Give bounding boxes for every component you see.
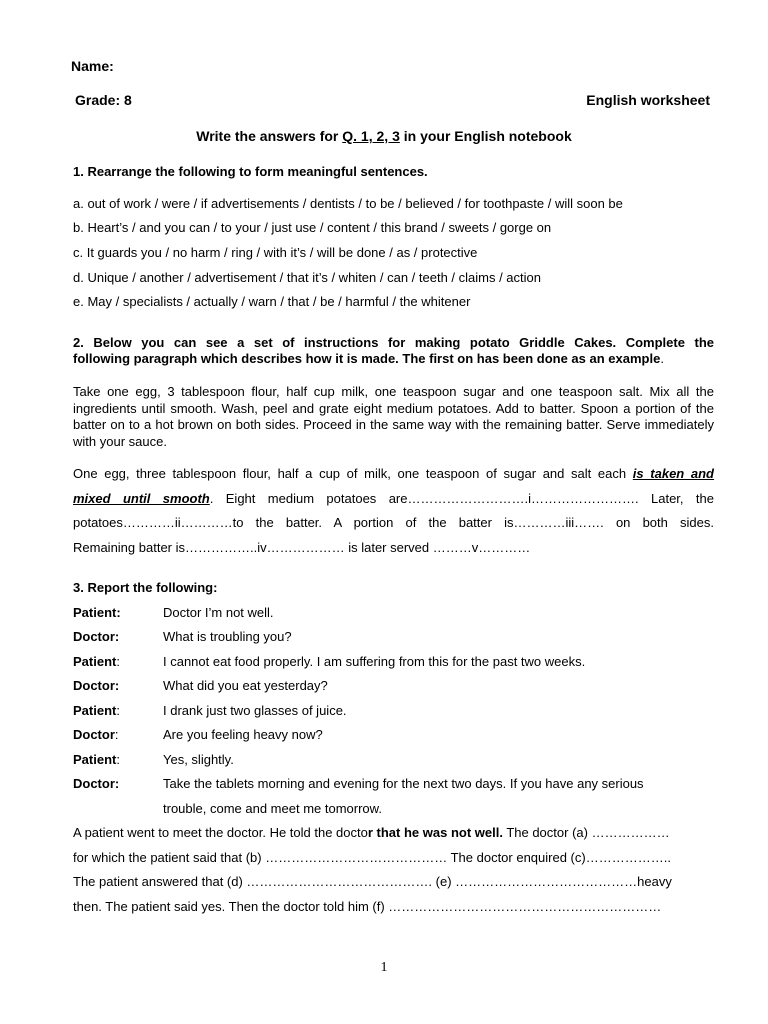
speaker-label: Patient: <box>73 703 120 718</box>
q2-line1-text: One egg, three tablespoon flour, half a cup of milk, one teaspoon of sugar and salt each <box>73 466 633 481</box>
instruction-prefix: Write the answers for <box>196 128 343 144</box>
q2-line1 <box>73 466 714 481</box>
q1-item-a: a. out of work / were / if advertisements / dentists / to be / believed / for toothpaste / will soon be <box>73 196 623 211</box>
dialogue-row <box>73 678 328 693</box>
report-line1-a: A patient went to meet the doctor. He told the docto <box>73 825 368 840</box>
q1-item-e: e. May / specialists / actually / warn / that / be / harmful / the whitener <box>73 294 471 309</box>
instruction-questions: Q. 1, 2, 3 <box>342 128 400 144</box>
q1-heading: 1. Rearrange the following to form meaningful sentences. <box>73 164 428 179</box>
speaker-label: Patient: <box>73 605 121 620</box>
dialogue-text: Take the tablets morning and evening for the next two days. If you have any serious <box>163 776 644 791</box>
q2-line3: potatoes…………ii…………to the batter. A portion of the batter is…………iii……. on both sides. <box>73 515 714 530</box>
speaker-label: Doctor: <box>73 678 120 693</box>
speaker-label: Doctor: <box>73 727 119 742</box>
speaker-label: Doctor: <box>73 629 120 644</box>
q2-heading-end: . <box>660 351 664 366</box>
dialogue-text: Doctor I’m not well. <box>163 605 274 620</box>
q1-item-b: b. Heart’s / and you can / to your / just use / content / this brand / sweets / gorge on <box>73 220 552 235</box>
q2-line2-example: mixed until smooth <box>73 491 210 506</box>
instruction-suffix: in your English notebook <box>399 128 572 144</box>
q2-line2 <box>73 491 714 506</box>
speaker-label: Doctor: <box>73 776 120 791</box>
dialogue-text: What did you eat yesterday? <box>163 678 328 693</box>
dialogue-text: Yes, slightly. <box>163 752 234 767</box>
name-label: Name: <box>71 58 114 74</box>
dialogue-text: trouble, come and meet me tomorrow. <box>163 801 382 816</box>
grade-label: Grade: 8 <box>75 92 132 108</box>
report-line-3: The patient answered that (d) ……………………………………. (e) ……………………………………heavy <box>73 874 672 889</box>
report-line-1 <box>73 825 670 840</box>
dialogue-text: I cannot eat food properly. I am suffering from this for the past two weeks. <box>163 654 586 669</box>
speaker-label: Patient: <box>73 752 120 767</box>
q2-heading-line2-text: following paragraph which describes how it is made. The first on has been done as an example <box>73 351 661 366</box>
report-line-4: then. The patient said yes. Then the doctor told him (f) ……………………………………………………… <box>73 899 662 914</box>
q1-item-d: d. Unique / another / advertisement / that it’s / whiten / can / teeth / claims / action <box>73 270 541 285</box>
q2-heading-line1: 2. Below you can see a set of instructions for making potato Griddle Cakes. Complete the <box>73 335 714 350</box>
instruction-line <box>0 128 768 144</box>
q2-heading-line2 <box>73 351 664 366</box>
dialogue-row-continued <box>73 801 382 816</box>
dialogue-text: What is troubling you? <box>163 629 292 644</box>
dialogue-row <box>73 752 234 767</box>
q2-line1-example: is taken and <box>632 466 715 481</box>
report-line1-c: The doctor (a) ……………… <box>502 825 670 840</box>
q2-instructions: Take one egg, 3 tablespoon flour, half cup milk, one teaspoon sugar and one teaspoon salt. Mix all the ingredients until smooth. Wash, peel and grate eight medium potatoes. Add to batter. Spoon a portion of the batter on to a hot brown on both sides. Proceed in the same way with the remaining batter. Serve immediately with your sauce. <box>73 384 714 449</box>
report-line-2: for which the patient said that (b) …………………………………… The doctor enquired (c)……………….. <box>73 850 671 865</box>
q1-item-c: c. It guards you / no harm / ring / with it’s / will be done / as / protective <box>73 245 478 260</box>
page-number: 1 <box>380 960 388 975</box>
dialogue-row <box>73 776 644 791</box>
dialogue-row <box>73 727 323 742</box>
dialogue-row <box>73 605 274 620</box>
dialogue-text: I drank just two glasses of juice. <box>163 703 347 718</box>
dialogue-row <box>73 629 292 644</box>
q3-heading: 3. Report the following: <box>73 580 218 595</box>
q2-line4: Remaining batter is……………..iv……………… is later served ………v………… <box>73 540 531 555</box>
speaker-label: Patient: <box>73 654 120 669</box>
report-line1-b: r that he was not well. <box>367 825 503 840</box>
worksheet-title: English worksheet <box>586 92 710 108</box>
dialogue-text: Are you feeling heavy now? <box>163 727 323 742</box>
dialogue-row <box>73 654 585 669</box>
dialogue-row <box>73 703 347 718</box>
q2-line2-text: . Eight medium potatoes are……………………….i……………………. Later, the <box>209 491 714 506</box>
